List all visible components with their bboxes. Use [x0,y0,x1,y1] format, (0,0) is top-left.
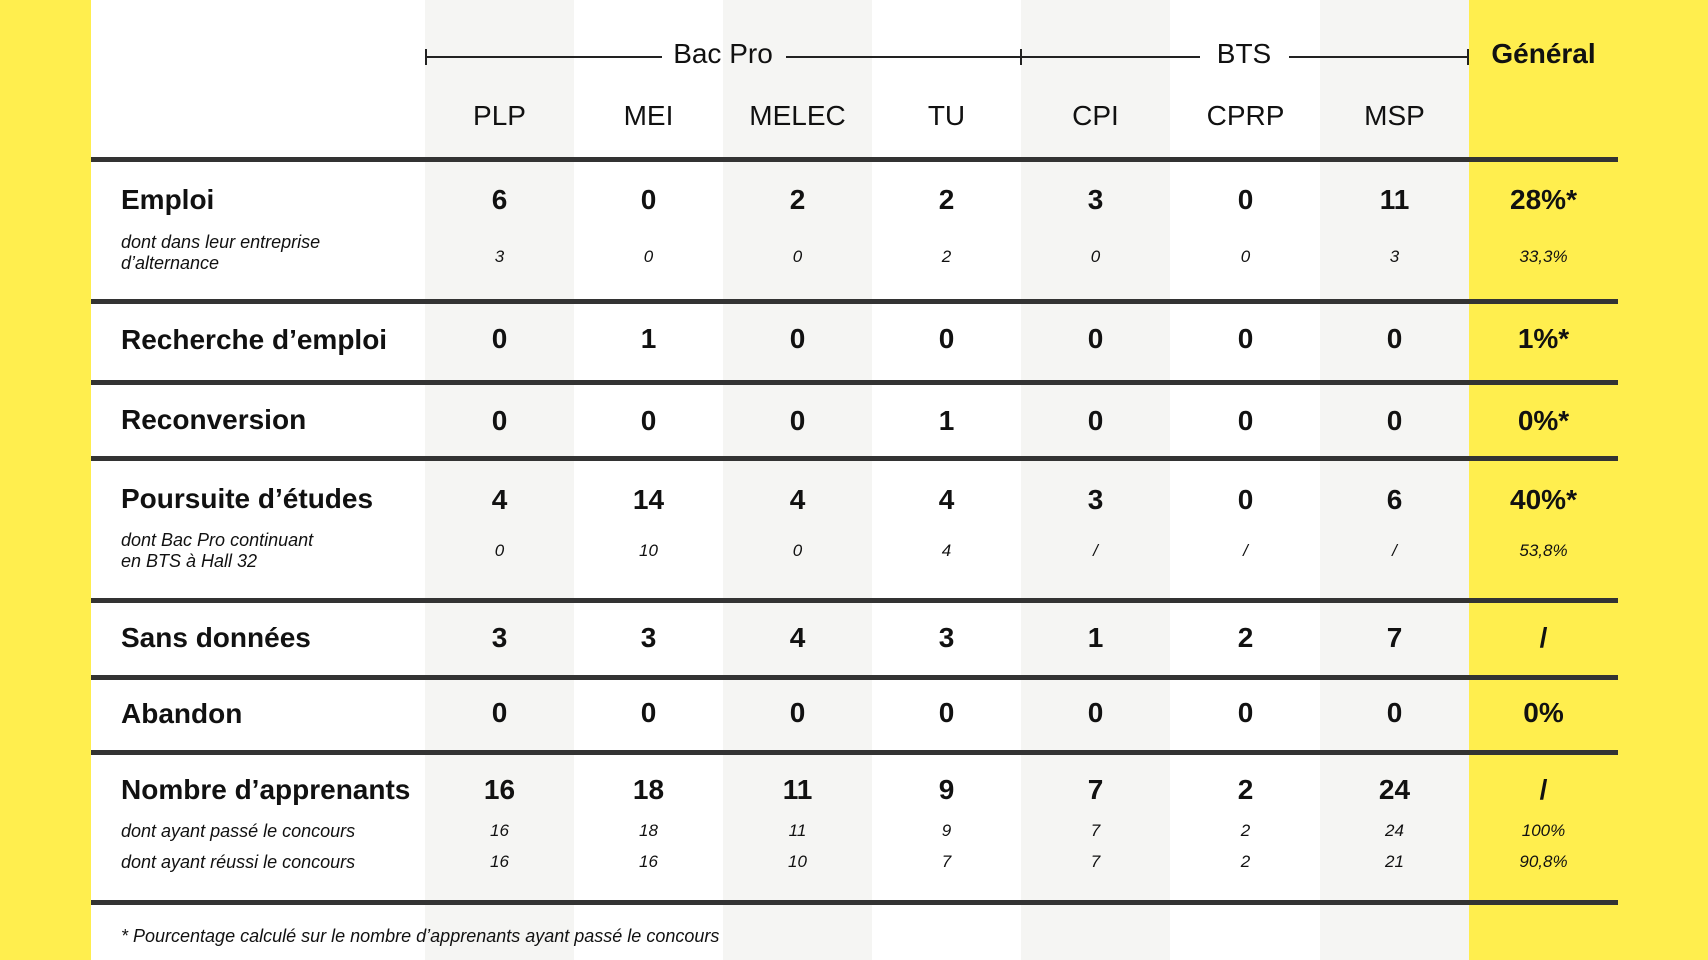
column-header-melec: MELEC [749,100,846,131]
cell-abandon-msp: 0 [1386,697,1403,728]
column-shade-cpi [1021,0,1170,960]
column-header-cpi: CPI [1072,100,1119,131]
row-sub-label-line: dont dans leur entreprise [121,232,321,252]
row-label-poursuite-etudes: Poursuite d’études [121,483,374,514]
row-sub-label-line: d’alternance [121,253,220,273]
cell-apprenants-melec: 11 [782,774,813,805]
cell-passe-concours-general: 100% [1521,821,1566,840]
column-header-plp: PLP [473,100,526,131]
cell-emploi-entreprise-cpi: 0 [1090,247,1101,266]
row-label-emploi: Emploi [121,184,215,215]
cell-poursuite-bts-msp: / [1392,541,1397,560]
cell-passe-concours-plp: 16 [490,821,509,840]
cell-passe-concours-tu: 9 [941,821,952,840]
row-sub-label-passe-concours: dont ayant passé le concours [121,821,356,841]
cell-emploi-plp: 6 [491,184,508,215]
cell-abandon-cpi: 0 [1087,697,1104,728]
row-sub-label-reussi-concours: dont ayant réussi le concours [121,852,356,872]
cell-passe-concours-cprp: 2 [1240,821,1251,840]
cell-abandon-cprp: 0 [1237,697,1254,728]
cell-reussi-concours-plp: 16 [490,852,509,871]
cell-poursuite-bts-general: 53,8% [1519,541,1568,560]
cell-sans-donnees-cpi: 1 [1087,622,1104,653]
cell-recherche-mei: 1 [640,323,657,354]
cell-recherche-melec: 0 [789,323,806,354]
cell-sans-donnees-plp: 3 [491,622,508,653]
cell-poursuite-cpi: 3 [1087,484,1104,515]
column-header-tu: TU [927,100,966,131]
cell-recherche-msp: 0 [1386,323,1403,354]
cell-reussi-concours-cprp: 2 [1240,852,1251,871]
cell-emploi-entreprise-general: 33,3% [1519,247,1568,266]
cell-poursuite-bts-cpi: / [1093,541,1098,560]
row-sub-label-emploi-entreprise [121,232,320,274]
cell-sans-donnees-melec: 4 [789,622,806,653]
cell-reconversion-general: 0%* [1517,405,1570,436]
cell-poursuite-bts-tu: 4 [941,541,952,560]
cell-poursuite-bts-melec: 0 [792,541,803,560]
cell-emploi-entreprise-tu: 2 [941,247,952,266]
cell-poursuite-bts-cprp: / [1243,541,1248,560]
cell-sans-donnees-mei: 3 [640,622,657,653]
cell-poursuite-general: 40%* [1510,484,1577,515]
cell-poursuite-mei: 14 [632,484,665,515]
cell-emploi-general: 28%* [1510,184,1577,215]
cell-abandon-mei: 0 [640,697,657,728]
cell-passe-concours-cpi: 7 [1090,821,1101,840]
table-rule [91,299,1618,304]
cell-reconversion-cprp: 0 [1237,405,1254,436]
cell-emploi-entreprise-plp: 3 [494,247,505,266]
cell-sans-donnees-cprp: 2 [1237,622,1254,653]
column-header-mei: MEI [623,100,674,131]
cell-apprenants-cpi: 7 [1087,774,1104,805]
bac-pro-bracket-line-right [786,56,1022,58]
table-rule [91,380,1618,385]
cell-reconversion-msp: 0 [1386,405,1403,436]
cell-reconversion-melec: 0 [789,405,806,436]
group-header-bac-pro: Bac Pro [673,38,773,69]
table-rule [91,157,1618,162]
table-rule [91,900,1618,905]
cell-poursuite-plp: 4 [491,484,508,515]
cell-emploi-entreprise-cprp: 0 [1240,247,1251,266]
cell-reussi-concours-mei: 16 [639,852,658,871]
cell-reconversion-plp: 0 [491,405,508,436]
cell-reconversion-mei: 0 [640,405,657,436]
row-sub-label-line: en BTS à Hall 32 [121,551,258,571]
column-header-msp: MSP [1364,100,1425,131]
cell-reconversion-cpi: 0 [1087,405,1104,436]
row-label-sans-donnees: Sans données [121,622,311,653]
cell-emploi-msp: 11 [1379,184,1410,215]
column-shade-melec [723,0,872,960]
cell-poursuite-cprp: 0 [1237,484,1254,515]
cell-apprenants-tu: 9 [938,774,955,805]
cell-emploi-entreprise-mei: 0 [643,247,654,266]
bts-bracket-line-left [1022,56,1200,58]
cell-reussi-concours-msp: 21 [1385,852,1404,871]
cell-reussi-concours-cpi: 7 [1090,852,1101,871]
cell-sans-donnees-general: / [1539,622,1548,653]
cell-recherche-cprp: 0 [1237,323,1254,354]
row-label-recherche-emploi: Recherche d’emploi [121,324,388,355]
row-sub-label-poursuite-bts [121,530,313,572]
cell-abandon-melec: 0 [789,697,806,728]
cell-emploi-cprp: 0 [1237,184,1254,215]
cell-emploi-melec: 2 [789,184,806,215]
left-yellow-band [0,0,91,960]
cell-apprenants-msp: 24 [1378,774,1411,805]
cell-recherche-cpi: 0 [1087,323,1104,354]
cell-passe-concours-msp: 24 [1385,821,1404,840]
cell-apprenants-general: / [1539,774,1548,805]
cell-reussi-concours-general: 90,8% [1519,852,1568,871]
group-header-general: Général [1491,38,1596,69]
cell-recherche-tu: 0 [938,323,955,354]
cell-apprenants-mei: 18 [632,774,665,805]
cell-abandon-plp: 0 [491,697,508,728]
cell-emploi-tu: 2 [938,184,955,215]
cell-sans-donnees-msp: 7 [1386,622,1403,653]
right-yellow-band [1618,0,1708,960]
row-label-nombre-apprenants: Nombre d’apprenants [121,774,411,805]
cell-poursuite-msp: 6 [1386,484,1403,515]
cell-poursuite-bts-mei: 10 [639,541,658,560]
cell-recherche-plp: 0 [491,323,508,354]
table-rule [91,750,1618,755]
cell-passe-concours-mei: 18 [639,821,658,840]
cell-abandon-general: 0% [1523,697,1564,728]
cell-reussi-concours-tu: 7 [941,852,952,871]
group-header-bts: BTS [1216,38,1272,69]
table-rule [91,456,1618,461]
table-rule [91,675,1618,680]
table-rule [91,598,1618,603]
cell-reconversion-tu: 1 [938,405,955,436]
cell-emploi-mei: 0 [640,184,657,215]
cell-recherche-general: 1%* [1517,323,1570,354]
row-sub-label-line: dont Bac Pro continuant [121,530,314,550]
column-header-cprp: CPRP [1206,100,1285,131]
cell-reussi-concours-melec: 10 [788,852,807,871]
column-shade-msp [1320,0,1469,960]
cell-sans-donnees-tu: 3 [938,622,955,653]
bac-pro-bracket-line-left [425,56,662,58]
row-label-reconversion: Reconversion [121,404,307,435]
cell-apprenants-plp: 16 [483,774,516,805]
cell-emploi-entreprise-melec: 0 [792,247,803,266]
cell-passe-concours-melec: 11 [788,821,807,840]
row-label-abandon: Abandon [121,698,243,729]
column-shade-general [1469,0,1618,960]
cell-apprenants-cprp: 2 [1237,774,1254,805]
cell-poursuite-bts-plp: 0 [494,541,505,560]
cell-emploi-cpi: 3 [1087,184,1104,215]
footnote: * Pourcentage calculé sur le nombre d’apprenants ayant passé le concours [121,926,720,946]
cell-poursuite-tu: 4 [938,484,955,515]
cell-emploi-entreprise-msp: 3 [1389,247,1400,266]
bts-bracket-line-right [1289,56,1469,58]
cell-abandon-tu: 0 [938,697,955,728]
column-shade-plp [425,0,574,960]
cell-poursuite-melec: 4 [789,484,806,515]
